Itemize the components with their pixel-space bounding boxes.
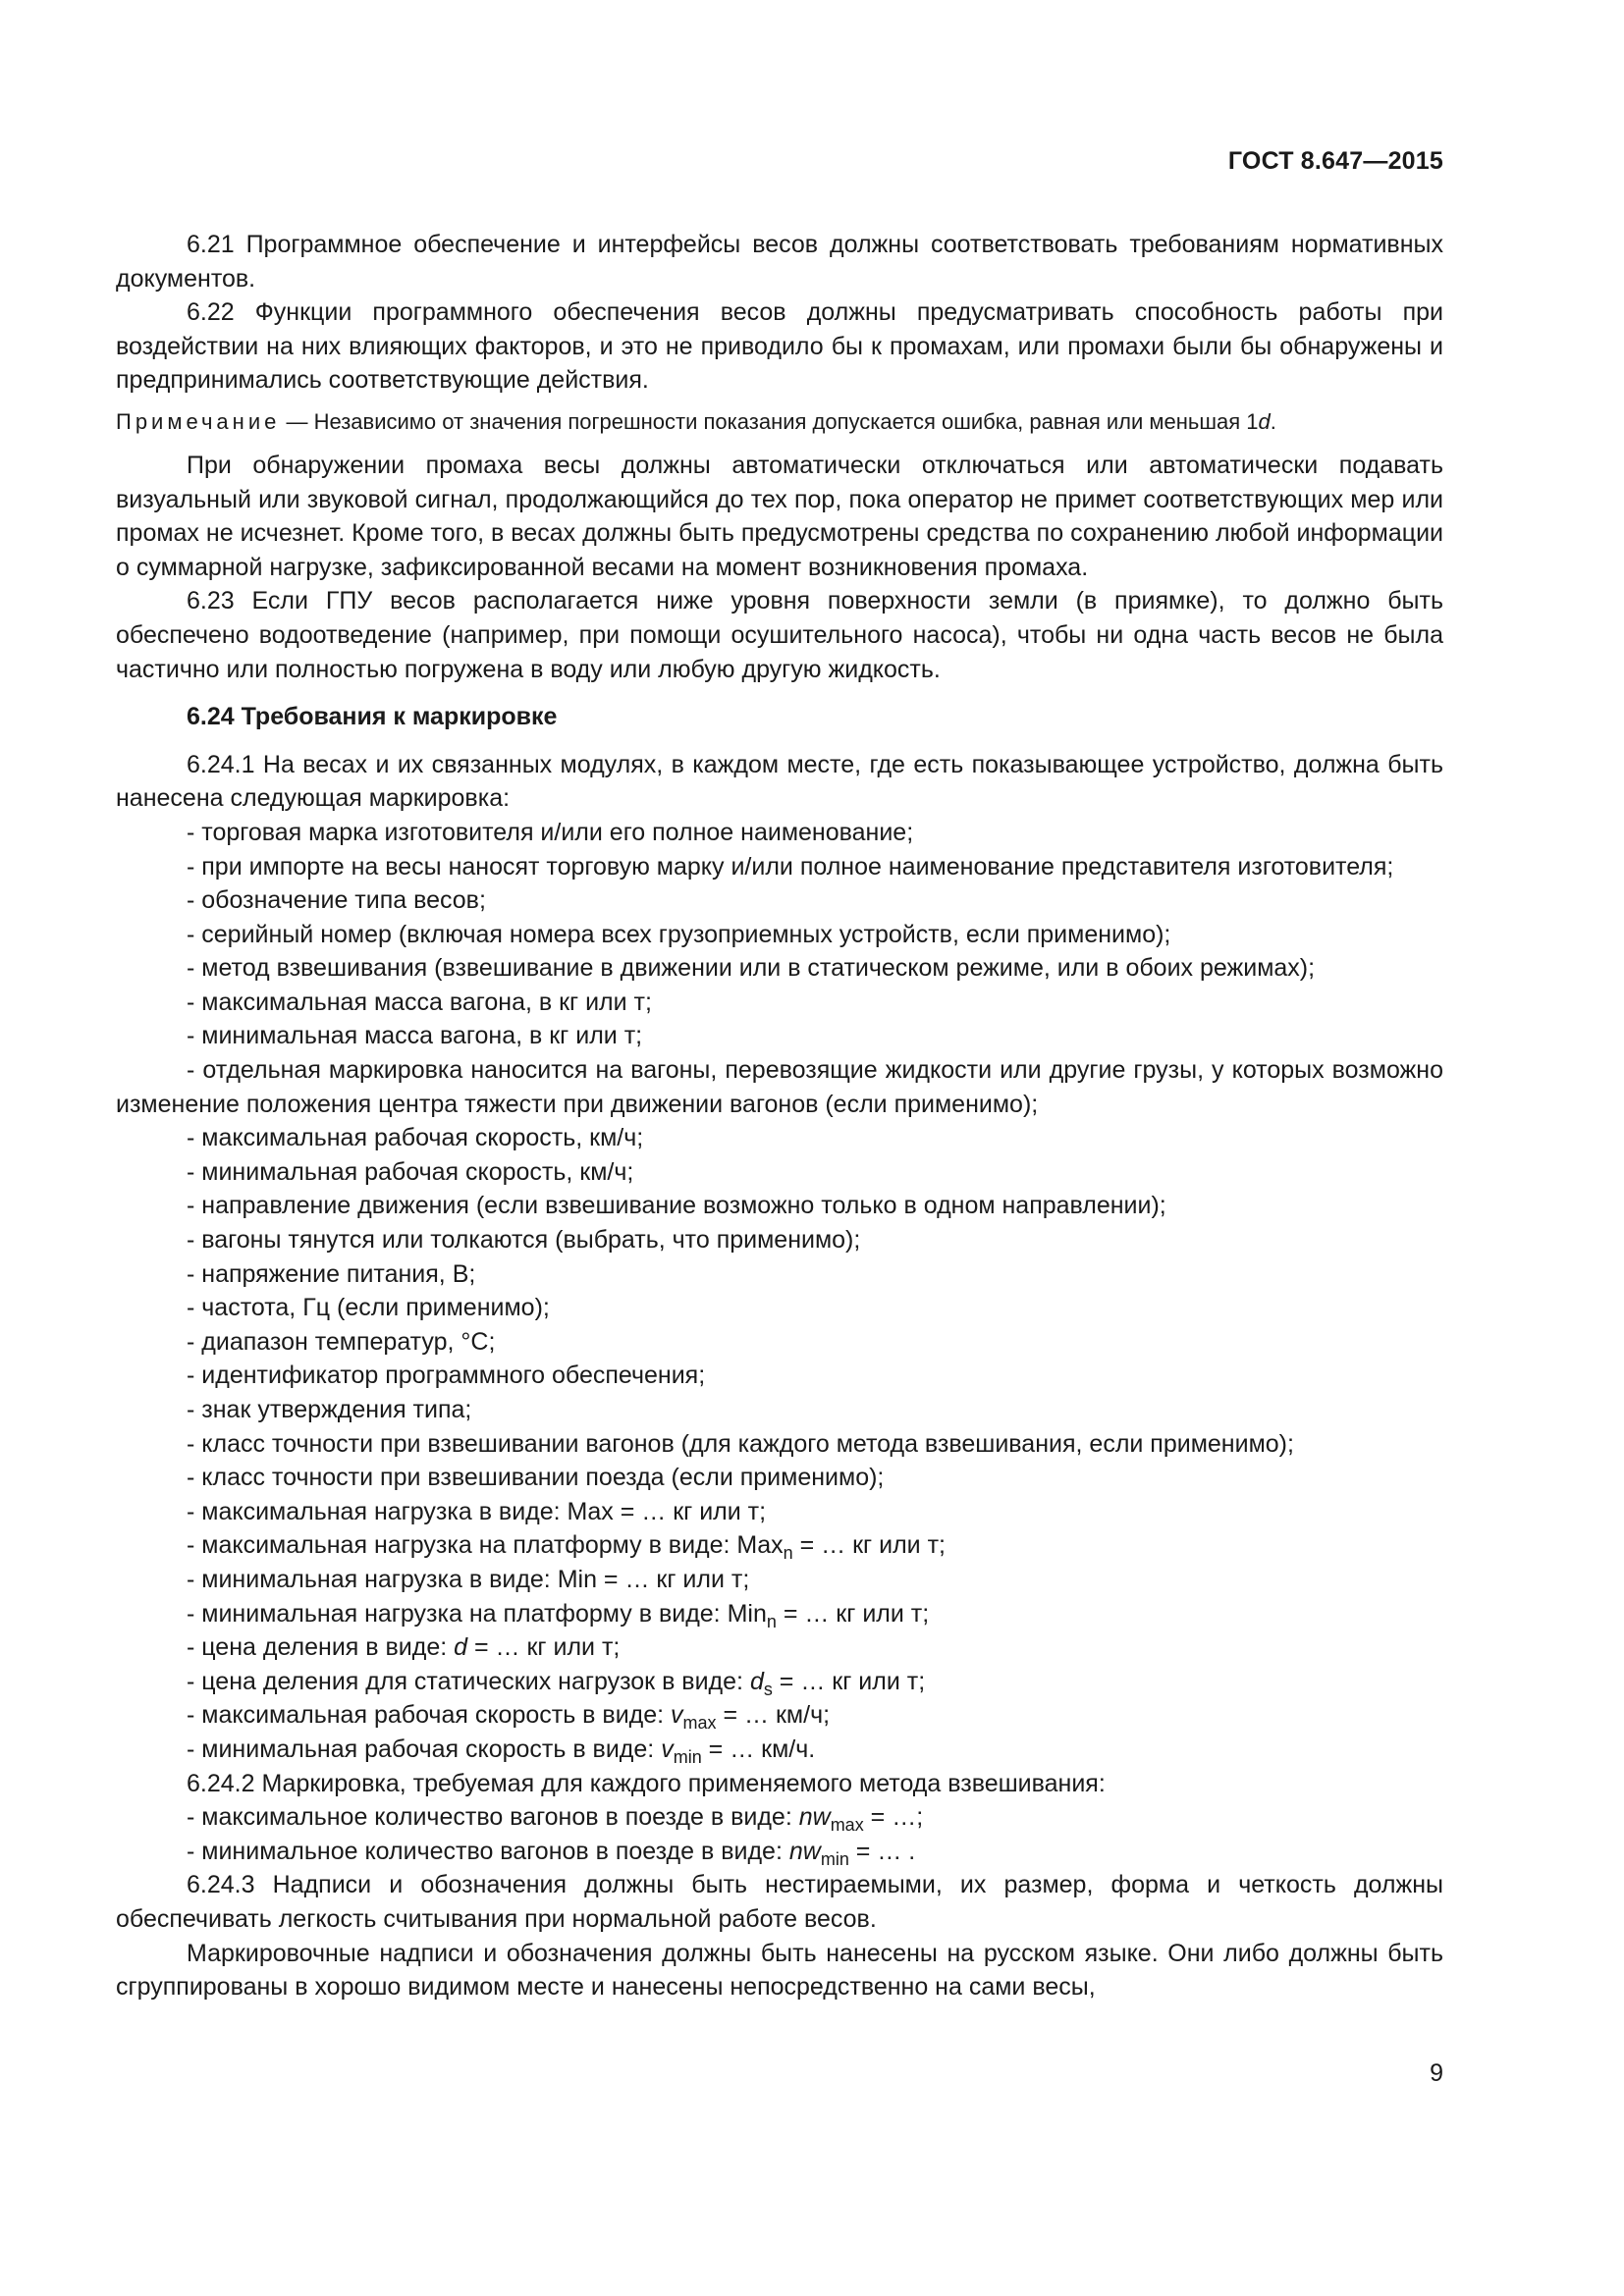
formula-text: - максимальная нагрузка на платформу в виде: Max (187, 1531, 784, 1560)
list-item: - класс точности при взвешивании вагонов (для каждого метода взвешивания, если применимо); (187, 1429, 1294, 1458)
list-item: - максимальная рабочая скорость, км/ч; (187, 1124, 644, 1152)
formula-text: - минимальная нагрузка на платформу в виде: Min (187, 1599, 767, 1628)
formula-variable: v (661, 1735, 674, 1763)
page-body (116, 228, 1443, 2004)
list-item-nwmin (116, 1835, 1443, 1869)
list-item: - диапазон температур, °С; (187, 1327, 496, 1356)
formula-text: - максимальная рабочая скорость в виде: (187, 1701, 672, 1730)
formula-subscript: s (763, 1679, 773, 1699)
list-item-min-platform (116, 1597, 1443, 1631)
list-item-scale-interval (116, 1630, 1443, 1665)
paragraph-language: Маркировочные надписи и обозначения должны быть нанесены на русском языке. Они либо должны быть сгруппированы в хорошо видимом месте и нанесены непосредственно на сами весы, (116, 1939, 1443, 2002)
clause-6-21: 6.21 Программное обеспечение и интерфейсы весов должны соответствовать требованиям нормативных документов. (116, 231, 1443, 293)
clause-6-23: 6.23 Если ГПУ весов располагается ниже уровня поверхности земли (в приямке), то должно быть обеспечено водоотведение (например, при помощи осушительного насоса), чтобы ни одна часть весов не была частично или полностью погружена в воду или любую другую жидкость. (116, 587, 1443, 683)
list-item: - направление движения (если взвешивание возможно только в одном направлении); (187, 1192, 1166, 1220)
list-item-nwmax (116, 1800, 1443, 1835)
formula-subscript: n (783, 1543, 793, 1564)
list-item-vmin (116, 1733, 1443, 1767)
formula-text: = … кг или т; (776, 1599, 930, 1628)
list-item: - частота, Гц (если применимо); (187, 1294, 550, 1322)
list-item: - отдельная маркировка наносится на вагоны, перевозящие жидкости или другие грузы, у которых возможно изменение положения центра тяжести при движении вагонов (если применимо); (116, 1056, 1443, 1118)
note-label: Примечание (116, 408, 281, 434)
page-number: 9 (1430, 2059, 1443, 2087)
list-item-min: - минимальная нагрузка в виде: Min = … кг или т; (187, 1565, 750, 1593)
note-var: d (1258, 408, 1271, 434)
formula-text: = … кг или т; (467, 1633, 621, 1662)
list-item: - минимальная рабочая скорость, км/ч; (187, 1157, 634, 1186)
formula-text: = … км/ч. (701, 1735, 816, 1763)
list-item: - вагоны тянутся или толкаются (выбрать, что применимо); (187, 1226, 861, 1255)
formula-subscript: min (673, 1746, 702, 1767)
note-end: . (1270, 408, 1276, 434)
formula-subscript: max (830, 1815, 864, 1836)
list-item: - торговая марка изготовителя и/или его полное наименование; (187, 818, 914, 846)
formula-text: - минимальное количество вагонов в поезде в виде: (187, 1837, 789, 1865)
list-item: - напряжение питания, В; (187, 1259, 476, 1288)
standard-header: ГОСТ 8.647—2015 (1227, 147, 1443, 175)
formula-text: = … кг или т; (772, 1667, 926, 1695)
formula-subscript: n (766, 1611, 777, 1631)
list-item: - при импорте на весы наносят торговую марку и/или полное наименование представителя изготовителя; (187, 852, 1394, 881)
paragraph-miss: При обнаружении промаха весы должны автоматически отключаться или автоматически подавать визуальный или звуковой сигнал, продолжающийся до тех пор, пока оператор не примет соответствующих мер или промах не исчезнет. Кроме того, в весах должны быть предусмотрены средства по сохранению любой информации о суммарной нагрузке, зафиксированной весами на момент возникновения промаха. (116, 451, 1443, 581)
clause-6-24-2: 6.24.2 Маркировка, требуемая для каждого применяемого метода взвешивания: (187, 1769, 1106, 1797)
list-item-max-platform (116, 1528, 1443, 1563)
formula-text: = …; (863, 1803, 924, 1832)
list-item: - минимальная масса вагона, в кг или т; (187, 1022, 643, 1050)
clause-6-24-3: 6.24.3 Надписи и обозначения должны быть нестираемыми, их размер, форма и четкость должны обеспечивать легкость считывания при нормальной работе весов. (116, 1871, 1443, 1933)
list-item: - максимальная нагрузка в виде: Max = … кг или т; (187, 1497, 767, 1525)
formula-subscript: max (682, 1713, 717, 1734)
clause-6-22: 6.22 Функции программного обеспечения весов должны предусматривать способность работы при воздействии на них влияющих факторов, и это не приводило бы к промахам, или промахи были бы обнаружены и предпринимались соответствующие действия. (116, 298, 1443, 395)
formula-text: - минимальная рабочая скорость в виде: (187, 1735, 662, 1763)
list-item: - обозначение типа весов; (187, 886, 486, 915)
formula-text: = … кг или т; (792, 1531, 946, 1560)
list-item: - знак утверждения типа; (187, 1396, 472, 1423)
list-item-vmax (116, 1698, 1443, 1733)
section-heading-6-24: 6.24 Требования к маркировке (187, 703, 558, 731)
list-item: - максимальная масса вагона, в кг или т; (187, 988, 652, 1016)
formula-variable: nw (798, 1803, 831, 1832)
note-text: — Независимо от значения погрешности показания допускается ошибка, равная или меньшая 1 (280, 408, 1259, 434)
formula-text: - максимальное количество вагонов в поезде в виде: (187, 1803, 799, 1832)
formula-variable: d (749, 1667, 764, 1695)
clause-6-24-1: 6.24.1 На весах и их связанных модулях, в каждом месте, где есть показывающее устройство, должна быть нанесена следующая маркировка: (116, 750, 1443, 813)
formula-text: - цена деления для статических нагрузок в виде: (187, 1667, 750, 1695)
formula-variable: nw (788, 1837, 821, 1865)
list-item: - метод взвешивания (взвешивание в движении или в статическом режиме, или в обоих режимах); (187, 954, 1316, 983)
note (116, 407, 1443, 437)
formula-text: = … . (848, 1837, 916, 1865)
formula-variable: v (671, 1701, 683, 1730)
list-item: - идентификатор программного обеспечения; (187, 1362, 706, 1390)
formula-text: = … км/ч; (716, 1701, 831, 1730)
formula-subscript: min (820, 1848, 849, 1869)
list-item: - серийный номер (включая номера всех грузоприемных устройств, если применимо); (187, 920, 1171, 948)
list-item: - класс точности при взвешивании поезда (если применимо); (187, 1464, 885, 1492)
formula-text: - цена деления в виде: (187, 1633, 455, 1662)
list-item-static-interval (116, 1665, 1443, 1699)
formula-variable: d (454, 1633, 468, 1662)
